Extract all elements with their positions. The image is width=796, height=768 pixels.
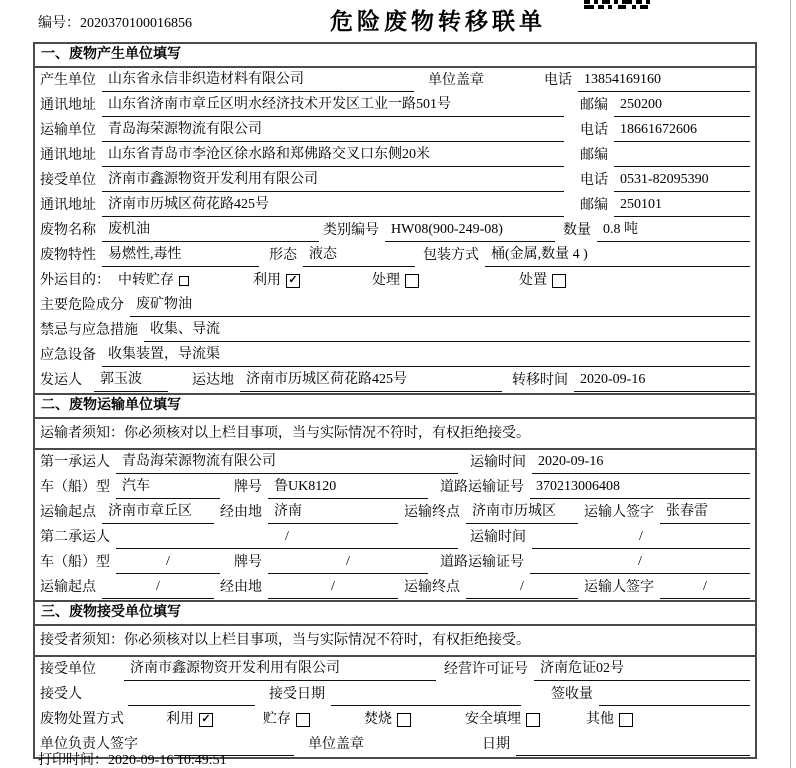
transport-address-label: 通讯地址 (40, 148, 96, 163)
form-row (35, 293, 755, 318)
receiver-address-label: 通讯地址 (40, 198, 96, 213)
taboo-emergency-measures-value: 收集、导流 (144, 319, 750, 342)
incinerate-checkbox-label: 焚烧 (364, 712, 392, 727)
transfer-storage-checkbox-label: 中转贮存 (118, 273, 174, 288)
vehicle-type-1-value: 汽车 (116, 476, 220, 499)
receiver-address-value: 济南市历城区荷花路425号 (102, 194, 564, 217)
utilize2-checkbox-label: 利用 (166, 712, 194, 727)
road-permit-2-label: 道路运输证号 (440, 555, 524, 570)
carrier-signature-2-value: / (660, 576, 750, 599)
transport-postcode-value (614, 144, 750, 167)
destination-label: 运达地 (192, 373, 234, 388)
form-row (35, 343, 755, 368)
generator-address-label: 通讯地址 (40, 98, 96, 113)
transport-date-1-value: 2020-09-16 (532, 451, 750, 474)
road-permit-1-label: 道路运输证号 (440, 480, 524, 495)
form-row (35, 243, 755, 268)
incinerate-checkbox (397, 713, 411, 727)
consignor-value: 郭玉波 (94, 369, 168, 392)
landfill-checkbox (526, 713, 540, 727)
unit-seal-note: 单位盖章 (428, 73, 484, 88)
form-row (35, 525, 755, 550)
form-row (35, 550, 755, 575)
landfill-checkbox-label: 安全填埋 (465, 712, 521, 727)
utilize2-checkbox (199, 713, 213, 727)
origin-1-value: 济南市章丘区 (102, 501, 214, 524)
carrier-signature-1-label: 运输人签字 (584, 505, 654, 520)
physical-form-value: 液态 (303, 244, 415, 267)
generator-phone-value: 13854169160 (578, 69, 750, 92)
qr-code-fragment-icon (584, 0, 650, 9)
waste-characteristics-label: 废物特性 (40, 248, 96, 263)
receiver-postcode-value: 250101 (614, 194, 750, 217)
serial-label: 编号： (38, 16, 80, 31)
other-checkbox-label: 其他 (586, 712, 614, 727)
form-row (35, 143, 755, 168)
unit-seal-note-2: 单位盖章 (308, 737, 364, 752)
form-row (35, 657, 755, 682)
form-row (35, 682, 755, 707)
transport-unit-label: 运输单位 (40, 123, 96, 138)
page-title: 危险废物转移联单 (330, 9, 546, 34)
license-no-label: 经营许可证号 (444, 662, 528, 677)
via-1-value: 济南 (268, 501, 398, 524)
dispose-checkbox (552, 274, 566, 288)
print-time-label: 打印时间： (38, 753, 108, 768)
generator-unit-value: 山东省永信非织造材料有限公司 (102, 69, 414, 92)
receiver-notice: 接受者须知：你必须核对以上栏目事项，当与实际情况不符时，有权拒绝接受。 (40, 633, 530, 648)
transport-address-value: 山东省青岛市李沧区徐水路和郑佛路交叉口东侧20米 (102, 144, 564, 167)
consignor-label: 发运人 (40, 373, 82, 388)
dispose-checkbox-label: 处置 (519, 273, 547, 288)
quantity-value: 0.8 吨 (597, 219, 750, 242)
vehicle-type-1-label: 车（船）型 (40, 480, 110, 495)
carrier-signature-2-label: 运输人签字 (584, 580, 654, 595)
transporter-notice: 运输者须知：你必须核对以上栏目事项，当与实际情况不符时，有权拒绝接受。 (40, 426, 530, 441)
main-hazardous-components-value: 废矿物油 (130, 294, 750, 317)
form-row (35, 707, 755, 732)
origin-2-label: 运输起点 (40, 580, 96, 595)
receiver-unit-label: 接受单位 (40, 173, 96, 188)
form-row (35, 500, 755, 525)
store-checkbox (296, 713, 310, 727)
transport-date-2-value: / (532, 526, 750, 549)
origin-1-label: 运输起点 (40, 505, 96, 520)
carrier-signature-1-value: 张春雷 (660, 501, 750, 524)
form-row (35, 218, 755, 243)
print-time-value: 2020-09-16 10:49:51 (108, 753, 227, 768)
other-checkbox (619, 713, 633, 727)
emergency-equipment-label: 应急设备 (40, 348, 96, 363)
signed-quantity-label: 签收量 (551, 687, 593, 702)
signed-quantity-value (599, 683, 750, 706)
quantity-label: 数量 (563, 223, 591, 238)
treat-checkbox-label: 处理 (372, 273, 400, 288)
terminus-2-value: / (466, 576, 578, 599)
store-checkbox-label: 贮存 (263, 712, 291, 727)
plate-number-2-label: 牌号 (234, 555, 262, 570)
accept-person-value (128, 683, 255, 706)
outbound-purpose-label: 外运目的： (40, 273, 110, 288)
form-row (35, 475, 755, 500)
receiver-unit-value: 济南市鑫源物资开发利用有限公司 (102, 169, 564, 192)
section-title-waste-generator: 一、废物产生单位填写 (35, 44, 755, 68)
accept-unit-value: 济南市鑫源物资开发利用有限公司 (124, 658, 436, 681)
accept-person-label: 接受人 (40, 687, 82, 702)
form-row (35, 268, 755, 293)
road-permit-2-value: / (530, 551, 750, 574)
form-row (35, 68, 755, 93)
manifest-form (33, 42, 757, 759)
second-carrier-label: 第二承运人 (40, 530, 110, 545)
accept-date-value (331, 683, 521, 706)
category-code-value: HW08(900-249-08) (385, 219, 555, 242)
origin-2-value: / (102, 576, 214, 599)
plate-number-1-label: 牌号 (234, 480, 262, 495)
road-permit-1-value: 370213006408 (530, 476, 750, 499)
terminus-1-label: 运输终点 (404, 505, 460, 520)
packing-method-value: 桶(金属,数量 4 ) (485, 244, 750, 267)
transport-date-2-label: 运输时间 (470, 530, 526, 545)
form-row (35, 368, 755, 393)
notice-row (35, 626, 755, 657)
form-row (35, 93, 755, 118)
transport-date-1-label: 运输时间 (470, 455, 526, 470)
transport-phone-value: 18661672606 (614, 119, 750, 142)
transport-phone-label: 电话 (580, 123, 608, 138)
generator-phone-label: 电话 (544, 73, 572, 88)
emergency-equipment-value: 收集装置，导流渠 (102, 344, 750, 367)
main-hazardous-components-label: 主要危险成分 (40, 298, 124, 313)
waste-characteristics-value: 易燃性,毒性 (102, 244, 259, 267)
license-no-value: 济南危证02号 (534, 658, 750, 681)
sign-date-label: 日期 (482, 737, 510, 752)
destination-value: 济南市历城区荷花路425号 (240, 369, 502, 392)
transport-unit-value: 青岛海荣源物流有限公司 (102, 119, 564, 142)
notice-row (35, 419, 755, 450)
terminus-1-value: 济南市历城区 (466, 501, 578, 524)
plate-number-2-value: / (268, 551, 428, 574)
utilize-checkbox-label: 利用 (253, 273, 281, 288)
transport-postcode-label: 邮编 (580, 148, 608, 163)
plate-number-1-value: 鲁UK8120 (268, 476, 428, 499)
vehicle-type-2-value: / (116, 551, 220, 574)
sign-date-value (516, 733, 750, 756)
via-1-label: 经由地 (220, 505, 262, 520)
waste-name-value: 废机油 (102, 219, 319, 242)
serial-number: 2020370100016856 (80, 16, 192, 31)
packing-method-label: 包装方式 (423, 248, 479, 263)
receiver-phone-value: 0531-82095390 (614, 169, 750, 192)
serial-number-line (38, 12, 192, 32)
waste-name-label: 废物名称 (40, 223, 96, 238)
form-row (35, 450, 755, 475)
terminus-2-label: 运输终点 (404, 580, 460, 595)
responsible-signature-label: 单位负责人签字 (40, 737, 138, 752)
print-time-line (38, 749, 227, 768)
via-2-value: / (268, 576, 398, 599)
receiver-postcode-label: 邮编 (580, 198, 608, 213)
second-carrier-value: / (116, 526, 458, 549)
first-carrier-label: 第一承运人 (40, 455, 110, 470)
generator-unit-label: 产生单位 (40, 73, 96, 88)
form-row (35, 193, 755, 218)
treat-checkbox (405, 274, 419, 288)
form-row (35, 575, 755, 600)
vehicle-type-2-label: 车（船）型 (40, 555, 110, 570)
generator-address-value: 山东省济南市章丘区明水经济技术开发区工业一路501号 (102, 94, 564, 117)
disposal-method-label: 废物处置方式 (40, 712, 124, 727)
form-row (35, 318, 755, 343)
form-row (35, 118, 755, 143)
scan-edge-line (790, 0, 791, 768)
physical-form-label: 形态 (269, 248, 297, 263)
taboo-emergency-measures-label: 禁忌与应急措施 (40, 323, 138, 338)
accept-unit-label: 接受单位 (40, 662, 96, 677)
accept-date-label: 接受日期 (269, 687, 325, 702)
generator-postcode-label: 邮编 (580, 98, 608, 113)
receiver-phone-label: 电话 (580, 173, 608, 188)
transfer-storage-checkbox (179, 276, 189, 286)
form-row (35, 168, 755, 193)
utilize-checkbox (286, 274, 300, 288)
section-title-waste-transporter: 二、废物运输单位填写 (35, 393, 755, 419)
transfer-date-label: 转移时间 (512, 373, 568, 388)
first-carrier-value: 青岛海荣源物流有限公司 (116, 451, 458, 474)
section-title-waste-receiver: 三、废物接受单位填写 (35, 600, 755, 626)
category-code-label: 类别编号 (323, 223, 379, 238)
transfer-date-value: 2020-09-16 (574, 369, 750, 392)
via-2-label: 经由地 (220, 580, 262, 595)
generator-postcode-value: 250200 (614, 94, 750, 117)
